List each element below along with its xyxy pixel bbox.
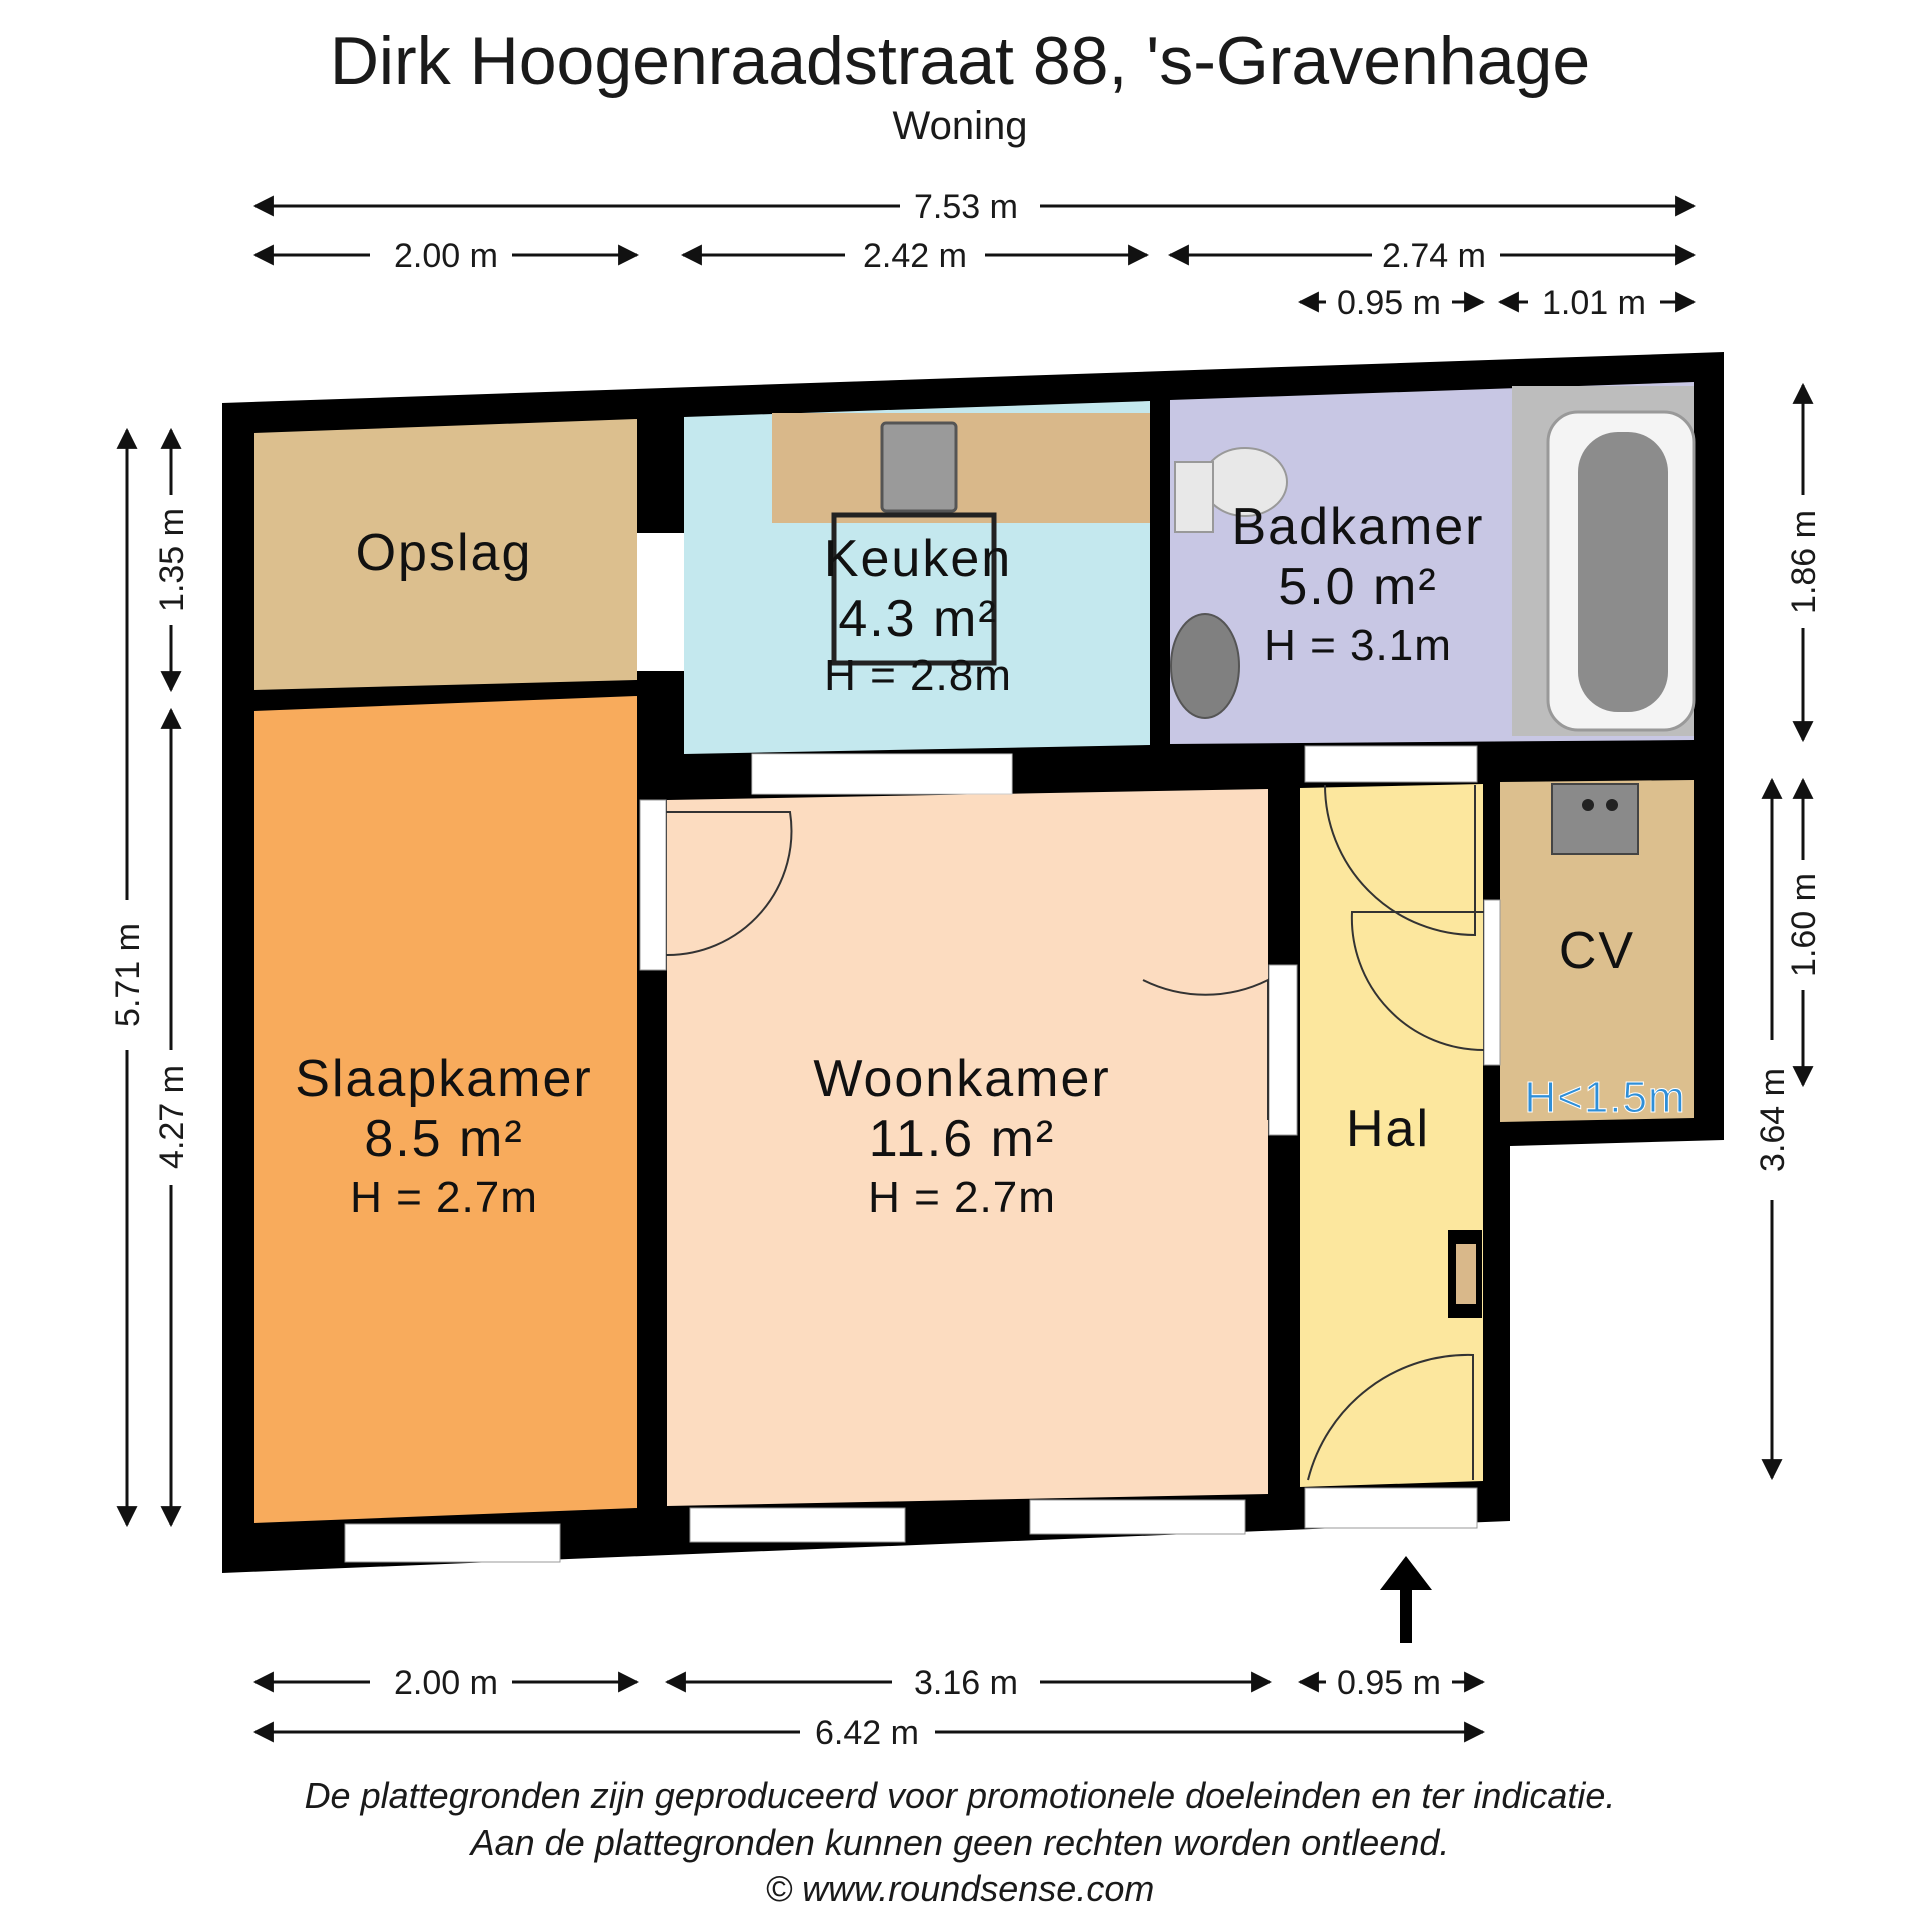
label-badkamer-height: H = 3.1m bbox=[1264, 621, 1452, 670]
dim-left-lower: 4.27 m bbox=[153, 1065, 191, 1169]
dim-right-lower: 3.64 m bbox=[1754, 1068, 1792, 1172]
label-cv-height: H<1.5m bbox=[1524, 1073, 1686, 1122]
label-slaapkamer-name: Slaapkamer bbox=[295, 1050, 593, 1108]
page-subtitle: Woning bbox=[892, 104, 1028, 148]
label-badkamer-name: Badkamer bbox=[1231, 498, 1485, 556]
boiler-dot-1 bbox=[1582, 799, 1594, 811]
window-keuken-woonkamer bbox=[752, 754, 1012, 794]
footer-line-2: Aan de plattegronden kunnen geen rechten worden ontleend. bbox=[470, 1822, 1450, 1863]
label-keuken-area: 4.3 m² bbox=[838, 590, 998, 648]
window-bottom-mid1 bbox=[690, 1508, 905, 1542]
label-slaapkamer-area: 8.5 m² bbox=[364, 1110, 524, 1168]
door-slaapkamer-opening bbox=[640, 800, 666, 970]
dim-top-sub1: 0.95 m bbox=[1337, 284, 1441, 322]
label-slaapkamer-height: H = 2.7m bbox=[350, 1173, 538, 1222]
boiler-dot-2 bbox=[1606, 799, 1618, 811]
bathtub-basin bbox=[1578, 432, 1668, 712]
opening-opslag-keuken bbox=[637, 533, 684, 671]
label-cv-name: CV bbox=[1558, 922, 1636, 980]
label-keuken-height: H = 2.8m bbox=[824, 651, 1012, 700]
boiler-icon bbox=[1552, 784, 1638, 854]
window-bottom-mid2 bbox=[1030, 1500, 1245, 1534]
footer-line-1: De plattegronden zijn geproduceerd voor promotionele doeleinden en ter indicatie. bbox=[304, 1775, 1616, 1816]
label-hal-name: Hal bbox=[1345, 1100, 1431, 1158]
kitchen-counter bbox=[772, 413, 1150, 523]
dim-top-seg1: 2.00 m bbox=[394, 237, 498, 275]
dim-right-middle: 1.60 m bbox=[1785, 873, 1823, 977]
label-keuken-name: Keuken bbox=[823, 530, 1013, 588]
toilet-tank bbox=[1175, 462, 1213, 532]
door-woonkamer-hal-opening bbox=[1269, 965, 1297, 1135]
footer-copyright: © www.roundsense.com bbox=[765, 1868, 1155, 1909]
dim-top-seg3: 2.74 m bbox=[1382, 237, 1486, 275]
washbasin-icon bbox=[1171, 614, 1239, 718]
kitchen-sink-icon bbox=[882, 423, 956, 511]
label-woonkamer-area: 11.6 m² bbox=[868, 1110, 1056, 1168]
dim-top-seg2: 2.42 m bbox=[863, 237, 967, 275]
window-bottom-left bbox=[345, 1524, 560, 1562]
dim-right-upper: 1.86 m bbox=[1785, 510, 1823, 614]
page-title: Dirk Hoogenraadstraat 88, 's-Gravenhage bbox=[329, 23, 1591, 99]
dim-top-total: 7.53 m bbox=[914, 188, 1018, 226]
dim-bottom-seg2: 3.16 m bbox=[914, 1664, 1018, 1702]
door-badkamer-opening bbox=[1305, 746, 1477, 782]
dim-bottom-seg3: 0.95 m bbox=[1337, 1664, 1441, 1702]
entrance-arrow-icon bbox=[1380, 1556, 1432, 1643]
label-woonkamer-height: H = 2.7m bbox=[868, 1173, 1056, 1222]
dim-top-sub2: 1.01 m bbox=[1542, 284, 1646, 322]
meter-cupboard-inner bbox=[1456, 1244, 1476, 1304]
label-woonkamer-name: Woonkamer bbox=[813, 1050, 1111, 1108]
door-front-opening bbox=[1305, 1488, 1477, 1528]
dim-bottom-seg1: 2.00 m bbox=[394, 1664, 498, 1702]
dim-bottom-total: 6.42 m bbox=[815, 1714, 919, 1752]
door-cv-opening bbox=[1484, 900, 1500, 1065]
label-opslag: Opslag bbox=[355, 524, 533, 582]
label-badkamer-area: 5.0 m² bbox=[1278, 558, 1438, 616]
dim-left-total: 5.71 m bbox=[109, 923, 147, 1027]
dim-left-upper: 1.35 m bbox=[153, 508, 191, 612]
